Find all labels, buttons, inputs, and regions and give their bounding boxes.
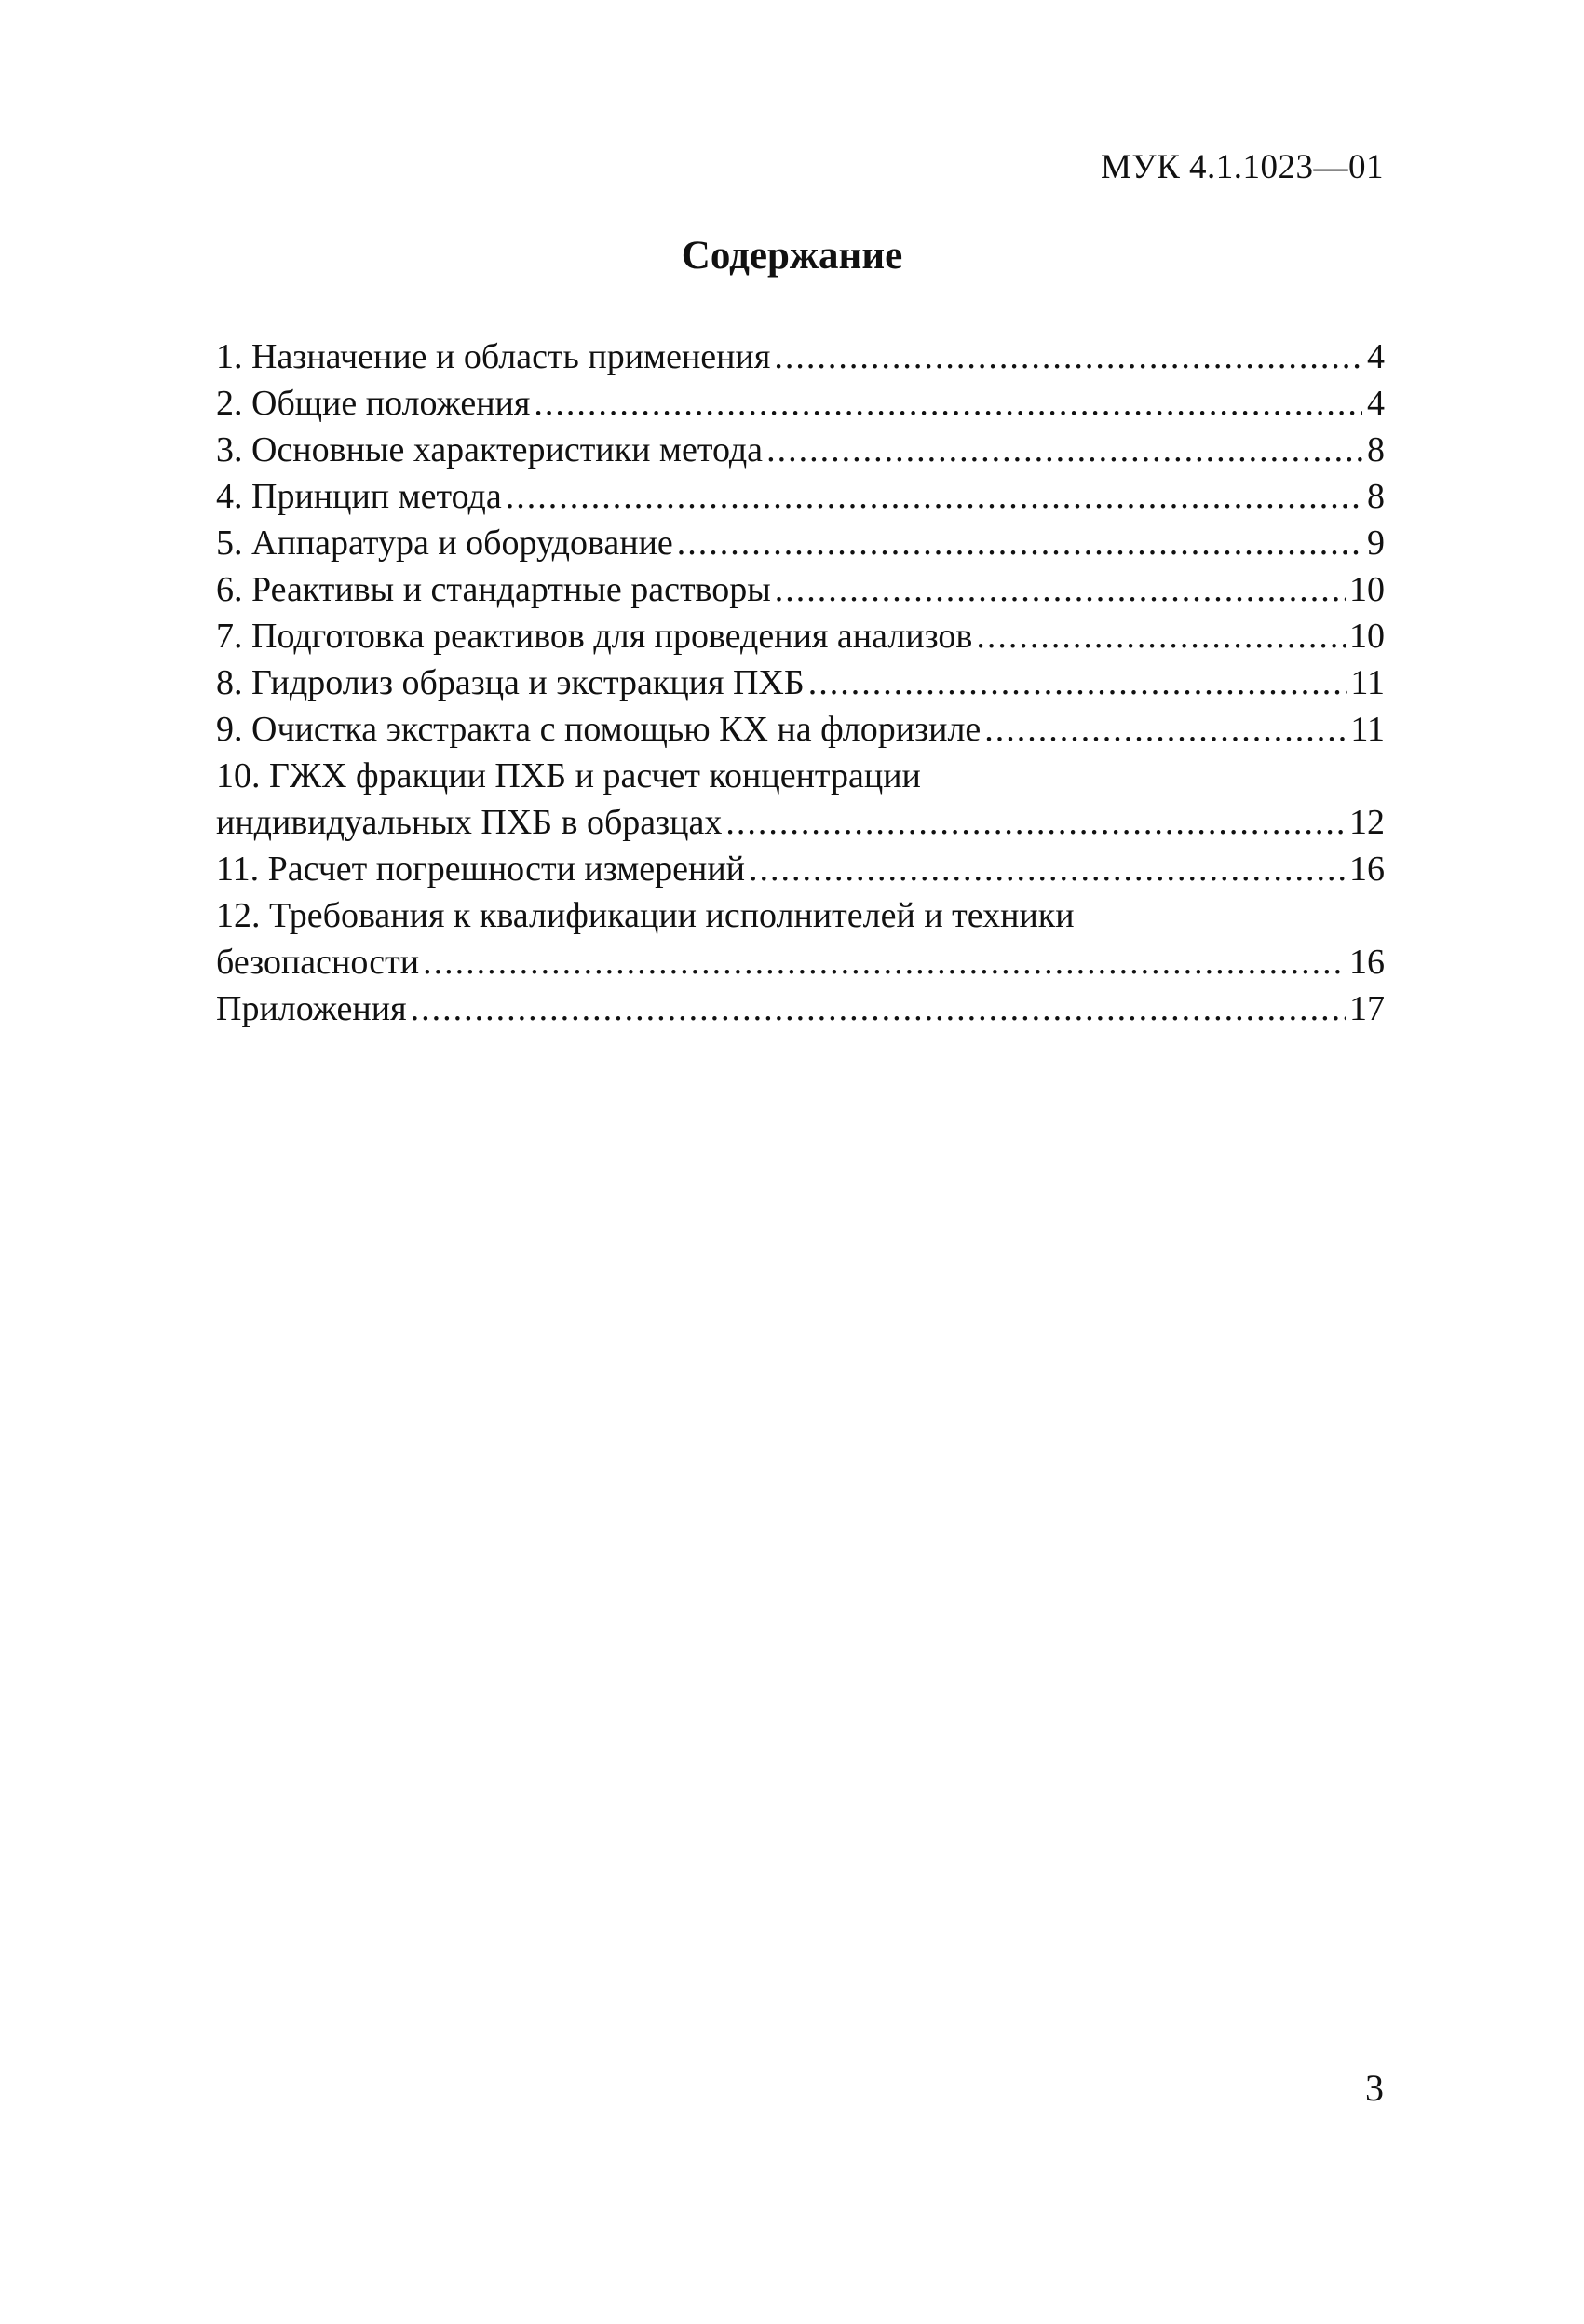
toc-entry-label: 7. Подготовка реактивов для проведения анализов xyxy=(216,617,973,656)
dot-leader xyxy=(725,799,1346,846)
toc-entry-page: 10 xyxy=(1349,570,1385,609)
toc-entry-page: 10 xyxy=(1349,617,1385,656)
dot-leader xyxy=(506,473,1362,520)
toc-entry-label: 4. Принцип метода xyxy=(216,477,502,516)
toc-entry-5[interactable] xyxy=(216,520,1385,566)
page-number: 3 xyxy=(1365,2067,1384,2109)
toc-entry-label: 6. Реактивы и стандартные растворы xyxy=(216,570,771,609)
dot-leader xyxy=(411,985,1346,1032)
toc-entry-9[interactable] xyxy=(216,706,1385,753)
dot-leader xyxy=(766,427,1362,473)
toc-entry-label: 8. Гидролиз образца и экстракция ПХБ xyxy=(216,663,805,702)
toc-entry-label-first-line: 10. ГЖХ фракции ПХБ и расчет концентрации xyxy=(216,756,921,795)
toc-entry-page: 11 xyxy=(1350,663,1385,702)
dot-leader xyxy=(775,566,1346,613)
toc-entry-page: 11 xyxy=(1350,710,1385,749)
dot-leader xyxy=(677,520,1362,566)
toc-entry-1[interactable] xyxy=(216,333,1385,380)
toc-entry-6[interactable] xyxy=(216,566,1385,613)
table-of-contents xyxy=(216,333,1385,1032)
dot-leader xyxy=(984,706,1347,753)
toc-entry-appendices[interactable] xyxy=(216,985,1385,1032)
toc-entry-page: 4 xyxy=(1367,337,1385,376)
toc-entry-8[interactable] xyxy=(216,659,1385,706)
toc-entry-page: 8 xyxy=(1367,477,1385,516)
dot-leader xyxy=(774,333,1362,380)
toc-entry-4[interactable] xyxy=(216,473,1385,520)
toc-entry-label: безопасности xyxy=(216,943,420,982)
toc-entry-page: 16 xyxy=(1349,849,1385,889)
toc-title: Содержание xyxy=(681,234,903,278)
toc-entry-label: Приложения xyxy=(216,989,407,1028)
toc-entry-label: 1. Назначение и область применения xyxy=(216,337,771,376)
dot-leader xyxy=(976,613,1346,659)
dot-leader xyxy=(808,659,1347,706)
toc-entry-2[interactable] xyxy=(216,380,1385,427)
toc-entry-label: 9. Очистка экстракта с помощью КХ на флоризиле xyxy=(216,710,982,749)
dot-leader xyxy=(534,380,1362,427)
toc-entry-page: 12 xyxy=(1349,803,1385,842)
toc-entry-label: индивидуальных ПХБ в образцах xyxy=(216,803,723,842)
toc-entry-page: 16 xyxy=(1349,943,1385,982)
toc-entry-11[interactable] xyxy=(216,846,1385,892)
toc-entry-label: 5. Аппаратура и оборудование xyxy=(216,523,673,563)
toc-entry-label: 2. Общие положения xyxy=(216,384,531,423)
dot-leader xyxy=(423,939,1346,985)
toc-entry-label: 3. Основные характеристики метода xyxy=(216,430,764,469)
dot-leader xyxy=(749,846,1346,892)
toc-entry-page: 4 xyxy=(1367,384,1385,423)
toc-entry-page: 8 xyxy=(1367,430,1385,469)
toc-entry-page: 9 xyxy=(1367,523,1385,563)
toc-entry-3[interactable] xyxy=(216,427,1385,473)
toc-entry-7[interactable] xyxy=(216,613,1385,659)
toc-entry-page: 17 xyxy=(1349,989,1385,1028)
toc-entry-12[interactable] xyxy=(216,892,1385,985)
toc-entry-label-first-line: 12. Требования к квалификации исполнителей и техники xyxy=(216,896,1075,935)
toc-entry-label: 11. Расчет погрешности измерений xyxy=(216,849,746,889)
toc-entry-10[interactable] xyxy=(216,753,1385,846)
document-code: МУК 4.1.1023—01 xyxy=(1100,148,1384,186)
